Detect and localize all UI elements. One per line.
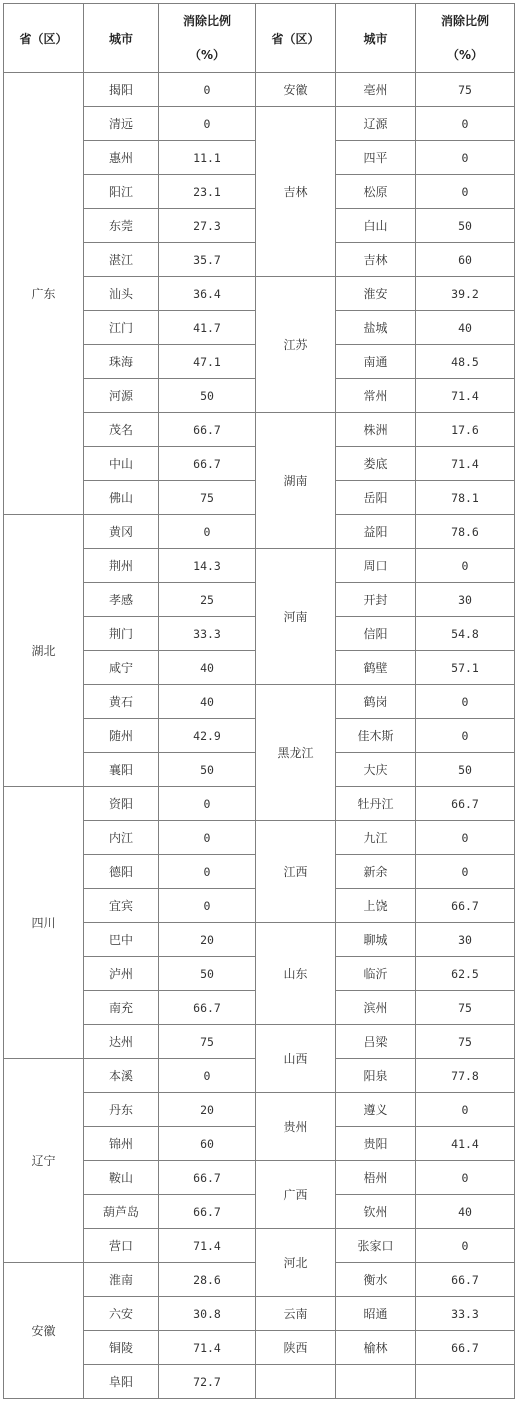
city-cell: 四平 — [336, 141, 416, 175]
ratio-cell: 42.9 — [159, 719, 256, 753]
city-cell: 荆州 — [84, 549, 159, 583]
ratio-cell: 71.4 — [416, 379, 515, 413]
city-cell: 德阳 — [84, 855, 159, 889]
city-cell: 营口 — [84, 1229, 159, 1263]
ratio-cell: 40 — [416, 1195, 515, 1229]
city-cell: 惠州 — [84, 141, 159, 175]
ratio-cell: 0 — [416, 685, 515, 719]
ratio-cell: 66.7 — [416, 787, 515, 821]
city-cell: 张家口 — [336, 1229, 416, 1263]
city-cell: 茂名 — [84, 413, 159, 447]
table-body — [4, 73, 515, 1399]
ratio-cell: 0 — [416, 1161, 515, 1195]
city-cell: 泸州 — [84, 957, 159, 991]
city-cell: 揭阳 — [84, 73, 159, 107]
ratio-cell: 0 — [416, 719, 515, 753]
ratio-cell: 28.6 — [159, 1263, 256, 1297]
ratio-cell: 0 — [416, 107, 515, 141]
ratio-cell: 50 — [416, 753, 515, 787]
province-cell: 四川 — [4, 787, 84, 1059]
city-cell: 松原 — [336, 175, 416, 209]
city-cell: 衡水 — [336, 1263, 416, 1297]
city-cell: 荆门 — [84, 617, 159, 651]
city-cell: 新余 — [336, 855, 416, 889]
ratio-cell: 40 — [416, 311, 515, 345]
ratio-cell: 77.8 — [416, 1059, 515, 1093]
ratio-cell: 50 — [159, 379, 256, 413]
city-cell: 南充 — [84, 991, 159, 1025]
city-cell: 阜阳 — [84, 1365, 159, 1399]
header-ratio — [159, 4, 256, 73]
ratio-cell: 39.2 — [416, 277, 515, 311]
header-ratio-label-2: 消除比例（%） — [440, 14, 489, 62]
city-cell: 昭通 — [336, 1297, 416, 1331]
city-cell: 常州 — [336, 379, 416, 413]
ratio-cell: 57.1 — [416, 651, 515, 685]
province-cell: 贵州 — [256, 1093, 336, 1161]
city-cell: 鞍山 — [84, 1161, 159, 1195]
city-cell: 临沂 — [336, 957, 416, 991]
header-city: 城市 — [84, 4, 159, 73]
ratio-cell: 75 — [159, 1025, 256, 1059]
empty-cell — [256, 1365, 336, 1399]
city-cell: 东莞 — [84, 209, 159, 243]
ratio-cell: 0 — [159, 889, 256, 923]
ratio-cell: 11.1 — [159, 141, 256, 175]
ratio-cell: 66.7 — [159, 413, 256, 447]
ratio-cell: 72.7 — [159, 1365, 256, 1399]
city-cell: 丹东 — [84, 1093, 159, 1127]
city-cell: 亳州 — [336, 73, 416, 107]
header-row — [4, 4, 515, 73]
ratio-cell: 0 — [416, 175, 515, 209]
ratio-cell: 66.7 — [159, 1195, 256, 1229]
ratio-cell: 30.8 — [159, 1297, 256, 1331]
ratio-cell: 78.1 — [416, 481, 515, 515]
ratio-cell: 60 — [416, 243, 515, 277]
ratio-cell: 75 — [416, 73, 515, 107]
city-cell: 黄石 — [84, 685, 159, 719]
ratio-cell: 48.5 — [416, 345, 515, 379]
header-province-2: 省（区） — [256, 4, 336, 73]
ratio-cell: 0 — [416, 1093, 515, 1127]
city-cell: 白山 — [336, 209, 416, 243]
city-cell: 江门 — [84, 311, 159, 345]
empty-cell — [416, 1365, 515, 1399]
province-cell: 黑龙江 — [256, 685, 336, 821]
city-cell: 河源 — [84, 379, 159, 413]
ratio-cell: 71.4 — [159, 1229, 256, 1263]
province-cell: 吉林 — [256, 107, 336, 277]
city-cell: 随州 — [84, 719, 159, 753]
ratio-cell: 41.4 — [416, 1127, 515, 1161]
province-cell: 安徽 — [256, 73, 336, 107]
ratio-cell: 36.4 — [159, 277, 256, 311]
city-cell: 宜宾 — [84, 889, 159, 923]
ratio-cell: 50 — [159, 957, 256, 991]
ratio-cell: 0 — [416, 141, 515, 175]
city-cell: 清远 — [84, 107, 159, 141]
ratio-cell: 78.6 — [416, 515, 515, 549]
province-cell: 陕西 — [256, 1331, 336, 1365]
ratio-cell: 0 — [159, 107, 256, 141]
ratio-cell: 41.7 — [159, 311, 256, 345]
city-cell: 六安 — [84, 1297, 159, 1331]
city-cell: 巴中 — [84, 923, 159, 957]
city-cell: 孝感 — [84, 583, 159, 617]
ratio-cell: 0 — [159, 1059, 256, 1093]
city-cell: 牡丹江 — [336, 787, 416, 821]
province-cell: 江苏 — [256, 277, 336, 413]
ratio-cell: 0 — [159, 821, 256, 855]
ratio-cell: 75 — [416, 991, 515, 1025]
ratio-cell: 0 — [159, 73, 256, 107]
city-cell: 内江 — [84, 821, 159, 855]
city-cell: 钦州 — [336, 1195, 416, 1229]
city-cell: 鹤岗 — [336, 685, 416, 719]
city-cell: 黄冈 — [84, 515, 159, 549]
city-cell: 梧州 — [336, 1161, 416, 1195]
city-cell: 阳江 — [84, 175, 159, 209]
city-cell: 佛山 — [84, 481, 159, 515]
ratio-cell: 0 — [416, 1229, 515, 1263]
city-cell: 鹤壁 — [336, 651, 416, 685]
ratio-cell: 20 — [159, 1093, 256, 1127]
city-cell: 珠海 — [84, 345, 159, 379]
ratio-cell: 25 — [159, 583, 256, 617]
ratio-cell: 71.4 — [159, 1331, 256, 1365]
city-cell: 淮安 — [336, 277, 416, 311]
city-cell: 资阳 — [84, 787, 159, 821]
ratio-cell: 33.3 — [416, 1297, 515, 1331]
ratio-cell: 60 — [159, 1127, 256, 1161]
city-cell: 岳阳 — [336, 481, 416, 515]
city-cell: 佳木斯 — [336, 719, 416, 753]
province-cell: 河南 — [256, 549, 336, 685]
city-cell: 葫芦岛 — [84, 1195, 159, 1229]
ratio-cell: 30 — [416, 923, 515, 957]
city-cell: 辽源 — [336, 107, 416, 141]
table-container — [3, 3, 515, 1399]
city-cell: 吕梁 — [336, 1025, 416, 1059]
city-cell: 本溪 — [84, 1059, 159, 1093]
city-cell: 阳泉 — [336, 1059, 416, 1093]
city-cell: 汕头 — [84, 277, 159, 311]
ratio-cell: 0 — [416, 549, 515, 583]
city-cell: 榆林 — [336, 1331, 416, 1365]
city-cell: 达州 — [84, 1025, 159, 1059]
ratio-cell: 0 — [159, 855, 256, 889]
ratio-cell: 62.5 — [416, 957, 515, 991]
province-cell: 广西 — [256, 1161, 336, 1229]
city-cell: 盐城 — [336, 311, 416, 345]
ratio-cell: 27.3 — [159, 209, 256, 243]
ratio-cell: 0 — [416, 855, 515, 889]
city-cell: 贵阳 — [336, 1127, 416, 1161]
province-cell: 安徽 — [4, 1263, 84, 1399]
city-cell: 吉林 — [336, 243, 416, 277]
province-cell: 广东 — [4, 73, 84, 515]
ratio-cell: 35.7 — [159, 243, 256, 277]
province-cell: 山东 — [256, 923, 336, 1025]
ratio-cell: 47.1 — [159, 345, 256, 379]
ratio-cell: 50 — [159, 753, 256, 787]
header-province: 省（区） — [4, 4, 84, 73]
province-cell: 江西 — [256, 821, 336, 923]
header-ratio-label: 消除比例（%） — [182, 14, 231, 62]
ratio-cell: 66.7 — [416, 1263, 515, 1297]
ratio-cell: 54.8 — [416, 617, 515, 651]
city-cell: 上饶 — [336, 889, 416, 923]
province-cell: 河北 — [256, 1229, 336, 1297]
city-cell: 周口 — [336, 549, 416, 583]
ratio-cell: 0 — [159, 787, 256, 821]
city-cell: 咸宁 — [84, 651, 159, 685]
empty-cell — [336, 1365, 416, 1399]
city-cell: 九江 — [336, 821, 416, 855]
ratio-cell: 23.1 — [159, 175, 256, 209]
city-cell: 大庆 — [336, 753, 416, 787]
elimination-ratio-table — [3, 3, 515, 1399]
city-cell: 聊城 — [336, 923, 416, 957]
ratio-cell: 50 — [416, 209, 515, 243]
province-cell: 湖南 — [256, 413, 336, 549]
ratio-cell: 66.7 — [159, 447, 256, 481]
ratio-cell: 0 — [416, 821, 515, 855]
ratio-cell: 33.3 — [159, 617, 256, 651]
ratio-cell: 20 — [159, 923, 256, 957]
ratio-cell: 75 — [416, 1025, 515, 1059]
ratio-cell: 0 — [159, 515, 256, 549]
ratio-cell: 66.7 — [159, 1161, 256, 1195]
city-cell: 遵义 — [336, 1093, 416, 1127]
city-cell: 滨州 — [336, 991, 416, 1025]
city-cell: 锦州 — [84, 1127, 159, 1161]
city-cell: 南通 — [336, 345, 416, 379]
province-cell: 山西 — [256, 1025, 336, 1093]
city-cell: 湛江 — [84, 243, 159, 277]
city-cell: 益阳 — [336, 515, 416, 549]
ratio-cell: 66.7 — [159, 991, 256, 1025]
ratio-cell: 75 — [159, 481, 256, 515]
city-cell: 信阳 — [336, 617, 416, 651]
header-city-2: 城市 — [336, 4, 416, 73]
city-cell: 中山 — [84, 447, 159, 481]
city-cell: 铜陵 — [84, 1331, 159, 1365]
city-cell: 株洲 — [336, 413, 416, 447]
ratio-cell: 14.3 — [159, 549, 256, 583]
city-cell: 娄底 — [336, 447, 416, 481]
ratio-cell: 66.7 — [416, 1331, 515, 1365]
ratio-cell: 40 — [159, 651, 256, 685]
province-cell: 云南 — [256, 1297, 336, 1331]
ratio-cell: 71.4 — [416, 447, 515, 481]
ratio-cell: 40 — [159, 685, 256, 719]
ratio-cell: 66.7 — [416, 889, 515, 923]
city-cell: 开封 — [336, 583, 416, 617]
city-cell: 淮南 — [84, 1263, 159, 1297]
province-cell: 湖北 — [4, 515, 84, 787]
city-cell: 襄阳 — [84, 753, 159, 787]
ratio-cell: 30 — [416, 583, 515, 617]
header-ratio-2 — [416, 4, 515, 73]
province-cell: 辽宁 — [4, 1059, 84, 1263]
table-row — [4, 73, 515, 107]
ratio-cell: 17.6 — [416, 413, 515, 447]
